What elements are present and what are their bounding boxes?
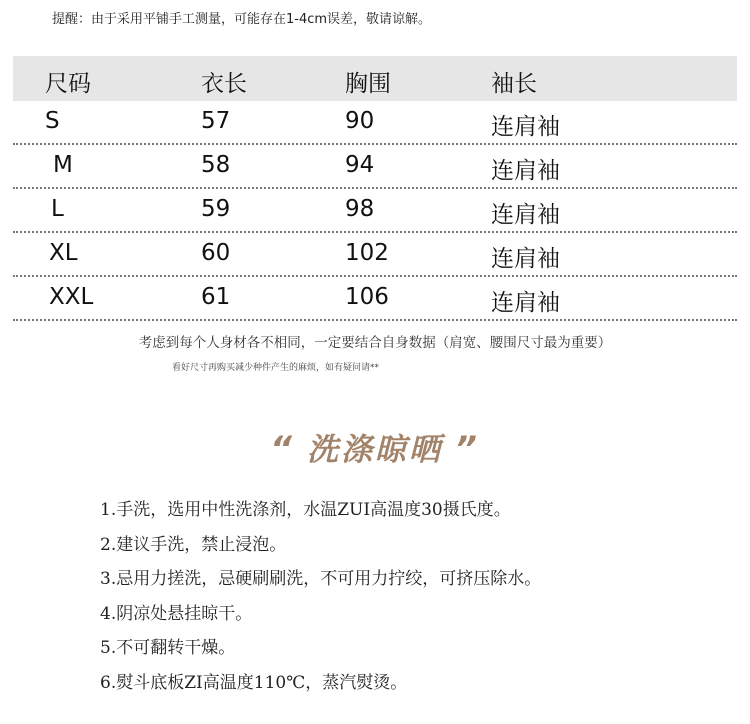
header-chest: 胸围 bbox=[345, 71, 391, 97]
cell-sleeve: 连肩袖 bbox=[491, 158, 560, 184]
list-item: 5.不可翻转干燥。 bbox=[100, 638, 236, 658]
quote-open-mark: “ bbox=[270, 429, 295, 469]
care-title-text: 洗涤晾晒 bbox=[307, 432, 443, 468]
cell-chest: 102 bbox=[345, 240, 389, 266]
list-item: 4.阴凉处悬挂晾干。 bbox=[100, 603, 253, 624]
cell-chest: 98 bbox=[345, 196, 375, 222]
cell-sleeve: 连肩袖 bbox=[491, 202, 560, 228]
cell-size: L bbox=[51, 196, 64, 222]
cell-sleeve: 连肩袖 bbox=[491, 290, 560, 316]
cell-sleeve: 连肩袖 bbox=[491, 246, 560, 272]
list-item: 3.忌用力搓洗，忌硬刷刷洗，不可用力拧绞，可挤压除水。 bbox=[100, 569, 542, 589]
cell-chest: 90 bbox=[345, 108, 375, 134]
header-length: 衣长 bbox=[201, 71, 247, 97]
cell-length: 59 bbox=[201, 196, 231, 222]
cell-length: 58 bbox=[201, 152, 231, 178]
cell-length: 60 bbox=[201, 240, 231, 266]
cell-size: XL bbox=[49, 240, 78, 266]
header-sleeve: 袖长 bbox=[491, 71, 537, 97]
list-item: 6.熨斗底板ZI高温度110℃，蒸汽熨烫。 bbox=[100, 672, 408, 693]
cell-chest: 94 bbox=[345, 152, 375, 178]
cell-size: S bbox=[45, 108, 60, 134]
list-item: 1.手洗，选用中性洗涤剂，水温ZUI高温度30摄氏度。 bbox=[100, 500, 511, 520]
list-item: 2.建议手洗，禁止浸泡。 bbox=[100, 534, 287, 555]
table-row bbox=[13, 277, 737, 321]
table-row bbox=[13, 189, 737, 233]
quote-close-mark: ” bbox=[455, 429, 480, 469]
table-row bbox=[13, 145, 737, 189]
sizing-advice-note: 看好尺寸再购买减少种件产生的麻烦，如有疑问请** bbox=[172, 363, 380, 373]
measurement-notice: 提醒：由于采用平铺手工测量，可能存在1-4cm误差，敬请谅解。 bbox=[52, 12, 432, 27]
cell-size: XXL bbox=[49, 284, 94, 310]
care-title bbox=[0, 424, 750, 469]
cell-length: 57 bbox=[201, 108, 231, 134]
size-table-header bbox=[13, 56, 737, 101]
cell-length: 61 bbox=[201, 284, 231, 310]
cell-sleeve: 连肩袖 bbox=[491, 114, 560, 140]
size-table bbox=[13, 56, 737, 321]
header-size: 尺码 bbox=[45, 71, 91, 97]
cell-size: M bbox=[53, 152, 73, 178]
cell-chest: 106 bbox=[345, 284, 389, 310]
table-row bbox=[13, 233, 737, 277]
table-row bbox=[13, 101, 737, 145]
care-instructions-list bbox=[100, 496, 541, 703]
sizing-advice: 考虑到每个人身材各不相同，一定要结合自身数据（肩宽、腰围尺寸最为重要） bbox=[138, 335, 612, 351]
